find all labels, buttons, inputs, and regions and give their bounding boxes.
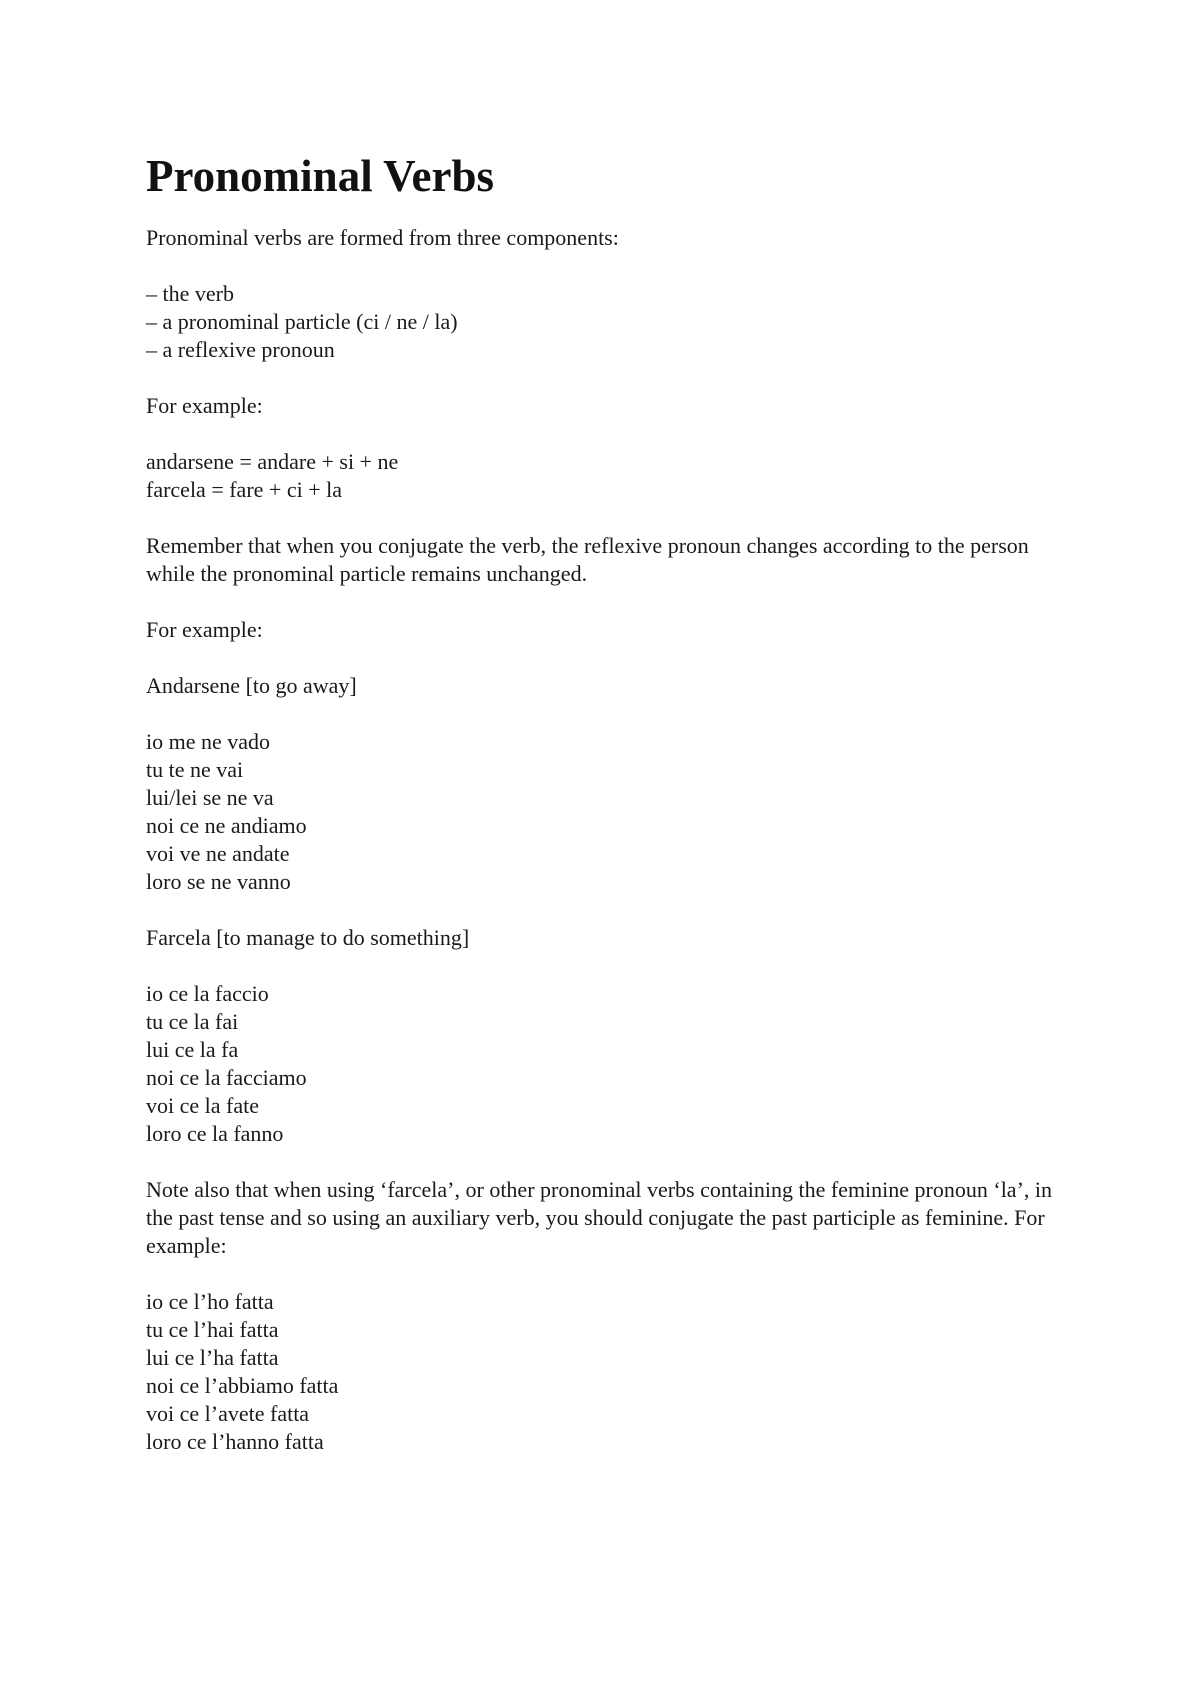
conjugation-line: loro ce la fanno: [146, 1121, 284, 1146]
document-body: [146, 224, 1066, 1456]
list-item: – a pronominal particle (ci / ne / la): [146, 309, 458, 334]
formula-line: farcela = fare + ci + la: [146, 477, 342, 502]
note-paragraph: Note also that when using ‘farcela’, or other pronominal verbs containing the feminine pronoun ‘la’, in the past tense and so using an auxiliary verb, you should conjugate the past participle as feminine. For example:: [146, 1177, 1053, 1258]
conjugation-line: noi ce la facciamo: [146, 1065, 307, 1090]
conjugation-line: loro se ne vanno: [146, 869, 291, 894]
conjugation-line: noi ce l’abbiamo fatta: [146, 1373, 339, 1398]
document-page: [146, 146, 1066, 1456]
conjugation-line: io me ne vado: [146, 729, 271, 754]
formula-list: [146, 448, 1066, 504]
conjugation-line: voi ve ne andate: [146, 841, 290, 866]
conjugation-line: io ce l’ho fatta: [146, 1289, 274, 1314]
conjugation-line: lui/lei se ne va: [146, 785, 274, 810]
conjugation-line: lui ce la fa: [146, 1037, 239, 1062]
past-tense-conjugation: [146, 1288, 1066, 1456]
page-title: Pronominal Verbs: [146, 151, 494, 201]
list-item: – the verb: [146, 281, 234, 306]
formula-line: andarsene = andare + si + ne: [146, 449, 399, 474]
conjugation-line: noi ce ne andiamo: [146, 813, 307, 838]
farcela-heading: Farcela [to manage to do something]: [146, 925, 470, 950]
conjugation-line: loro ce l’hanno fatta: [146, 1429, 324, 1454]
conjugation-line: voi ce l’avete fatta: [146, 1401, 310, 1426]
list-item: – a reflexive pronoun: [146, 337, 335, 362]
for-example-label: For example:: [146, 393, 263, 418]
for-example-label: For example:: [146, 617, 263, 642]
conjugation-line: io ce la faccio: [146, 981, 269, 1006]
remember-paragraph: Remember that when you conjugate the verb, the reflexive pronoun changes according to the person while the pronominal particle remains unchanged.: [146, 533, 1029, 586]
conjugation-line: lui ce l’ha fatta: [146, 1345, 279, 1370]
components-list: [146, 280, 1066, 364]
andarsene-heading: Andarsene [to go away]: [146, 673, 357, 698]
conjugation-line: voi ce la fate: [146, 1093, 259, 1118]
farcela-conjugation: [146, 980, 1066, 1148]
conjugation-line: tu ce la fai: [146, 1009, 239, 1034]
conjugation-line: tu ce l’hai fatta: [146, 1317, 279, 1342]
conjugation-line: tu te ne vai: [146, 757, 244, 782]
intro-paragraph: Pronominal verbs are formed from three components:: [146, 225, 619, 250]
andarsene-conjugation: [146, 728, 1066, 896]
